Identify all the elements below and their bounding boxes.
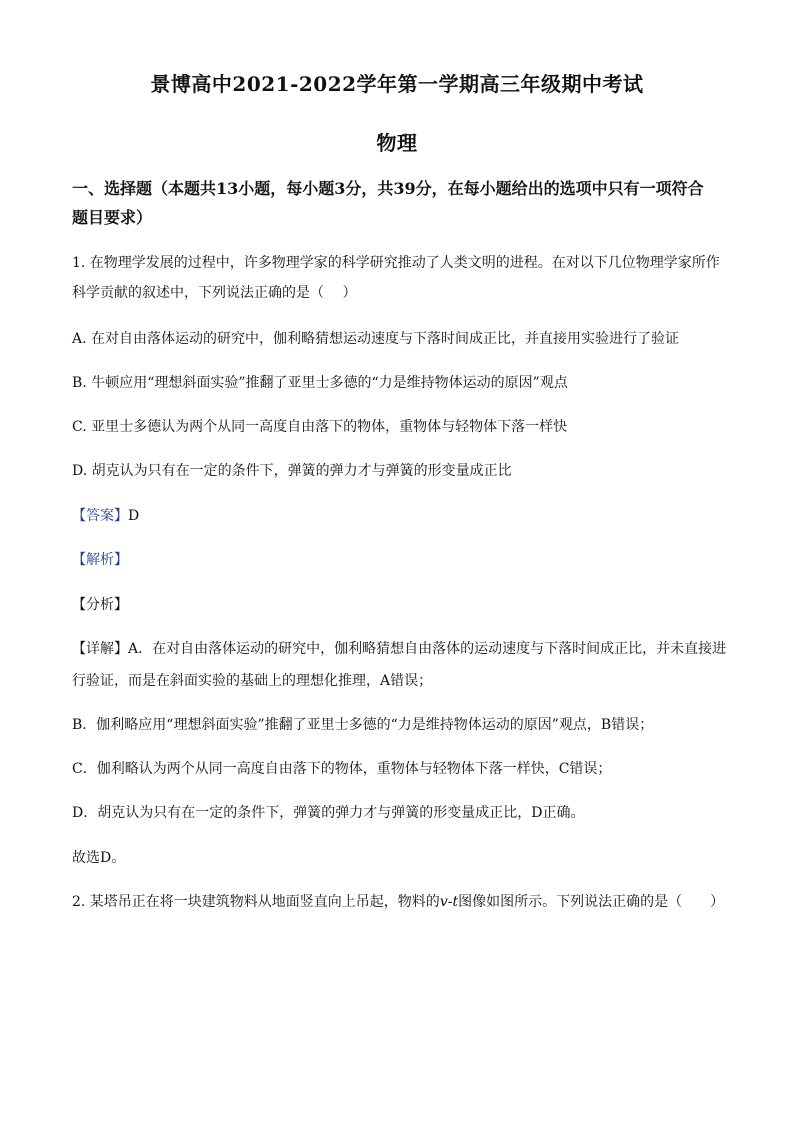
analysis-label: 【解析】: [72, 552, 128, 568]
q1-fenxi-label: [72, 594, 732, 616]
detail-label: 【详解】: [72, 641, 128, 657]
q1-option-c: C. 亚里士多德认为两个从同一高度自由落下的物体，重物体与轻物体下落一样快: [72, 419, 568, 435]
q2-stem-post: 图像如图所示。下列说法正确的是（ ）: [458, 894, 725, 910]
q1-stem-line1: 1. 在物理学发展的过程中，许多物理学家的科学研究推动了人类文明的进程。在对以下几位物理学家所作: [72, 255, 720, 271]
q1-detail-a-line2: 行验证，而是在斜面实验的基础上的理想化推理，A错误；: [72, 673, 433, 689]
subject-title: 物理: [376, 131, 418, 155]
q1-detail-a-line1: [72, 638, 732, 660]
q1-analysis-label: [72, 549, 732, 571]
q2-stem-var: v-t: [439, 894, 459, 910]
q1-detail-c: C．伽利略认为两个从同一高度自由落下的物体，重物体与轻物体下落一样快，C错误；: [72, 761, 612, 777]
q1-conclusion: 故选D。: [72, 850, 126, 866]
q1-stem-line2: 科学贡献的叙述中，下列说法正确的是（ ）: [72, 285, 357, 301]
q2-stem: [72, 891, 732, 913]
q1-option-a: A. 在对自由落体运动的研究中，伽利略猜想运动速度与下落时间成正比，并直接用实验进行了验证: [72, 331, 680, 347]
answer-label: 【答案】: [72, 508, 128, 524]
answer-value: D: [128, 508, 140, 524]
exam-title: 景博高中2021-2022学年第一学期高三年级期中考试: [150, 72, 644, 96]
q1-detail-b: B．伽利略应用“理想斜面实验”推翻了亚里士多德的“力是维持物体运动的原因”观点，B错误；: [72, 717, 654, 733]
detail-a-text: A．在对自由落体运动的研究中，伽利略猜想自由落体的运动速度与下落时间成正比，并未直接进: [128, 641, 727, 657]
q1-option-b: B. 牛顿应用“理想斜面实验”推翻了亚里士多德的“力是维持物体运动的原因”观点: [72, 375, 568, 391]
fenxi-label: 【分析】: [72, 597, 128, 613]
q1-option-d: D. 胡克认为只有在一定的条件下，弹簧的弹力才与弹簧的形变量成正比: [72, 463, 512, 479]
q1-answer: [72, 505, 732, 527]
q1-detail-d: D．胡克认为只有在一定的条件下，弹簧的弹力才与弹簧的形变量成正比，D正确。: [72, 805, 585, 821]
section-heading-line2: 题目要求）: [72, 208, 153, 227]
section-heading-line1: 一、选择题（本题共13小题，每小题3分，共39分，在每小题给出的选项中只有一项符合: [72, 179, 704, 198]
q2-stem-pre: 2. 某塔吊正在将一块建筑物料从地面竖直向上吊起，物料的: [72, 894, 440, 910]
